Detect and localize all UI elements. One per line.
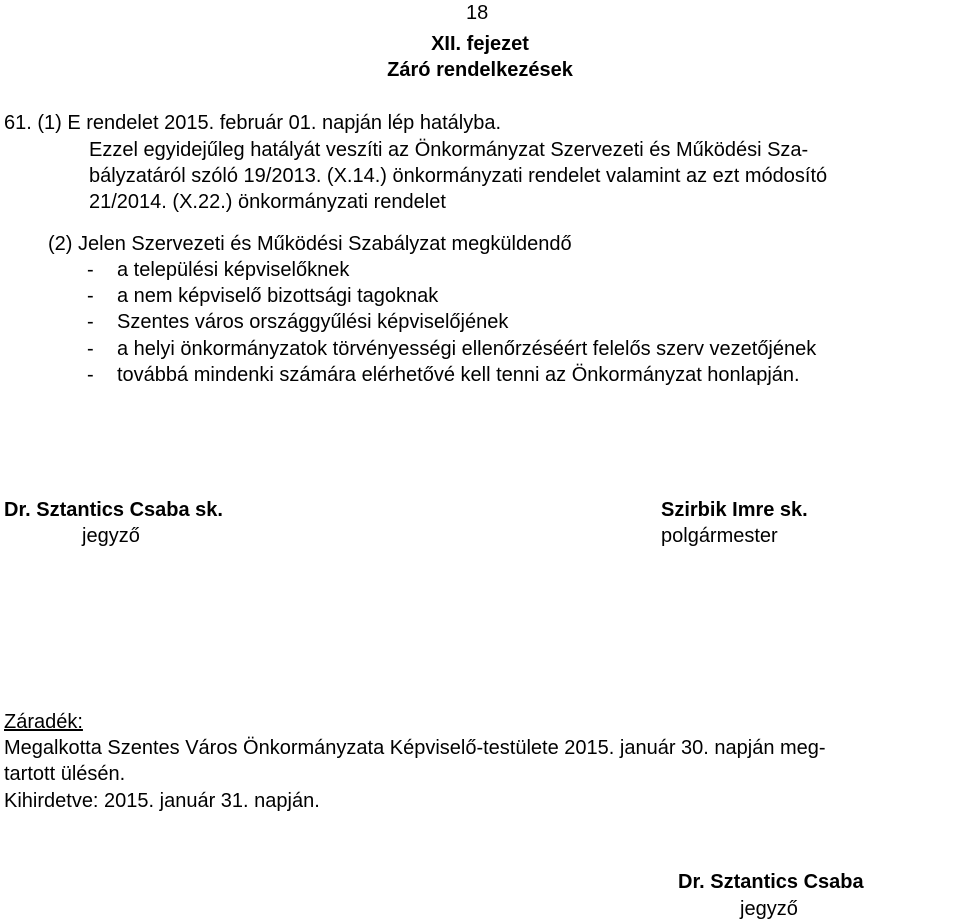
section-61-para-1-line-2: Ezzel egyidejűleg hatályát veszíti az Önkormányzat Szervezeti és Működési Sza- <box>89 139 809 161</box>
signature-left-role: jegyző <box>82 525 140 547</box>
list-dash: - <box>87 311 94 333</box>
list-dash: - <box>87 285 94 307</box>
section-61-para-1-first-line: 61. (1) E rendelet 2015. február 01. napján lép hatályba. <box>4 112 502 134</box>
list-item-text: a nem képviselő bizottsági tagoknak <box>117 285 439 307</box>
signature-right-name: Szirbik Imre sk. <box>661 499 808 521</box>
clause-line-2: tartott ülésén. <box>4 763 126 785</box>
chapter-number-title: XII. fejezet <box>431 33 529 55</box>
chapter-name: Záró rendelkezések <box>387 59 573 81</box>
final-signature-role: jegyző <box>740 898 798 920</box>
list-item-text: Szentes város országgyűlési képviselőjének <box>117 311 509 333</box>
clause-line-3: Kihirdetve: 2015. január 31. napján. <box>4 790 320 812</box>
signature-left-name: Dr. Sztantics Csaba sk. <box>4 499 223 521</box>
list-dash: - <box>87 364 94 386</box>
page-number: 18 <box>466 2 489 24</box>
clause-heading: Záradék: <box>4 711 83 733</box>
list-item-text: a helyi önkormányzatok törvényességi ellenőrzéséért felelős szerv vezetőjének <box>117 338 817 360</box>
final-signature-name: Dr. Sztantics Csaba <box>678 871 864 893</box>
signature-right-role: polgármester <box>661 525 778 547</box>
section-61-para-2-intro: (2) Jelen Szervezeti és Működési Szabályzat megküldendő <box>48 233 572 255</box>
section-61-para-1-line-3: bályzatáról szóló 19/2013. (X.14.) önkormányzati rendelet valamint az ezt módosító <box>89 165 828 187</box>
section-61-para-1-line-4: 21/2014. (X.22.) önkormányzati rendelet <box>89 191 446 213</box>
clause-line-1: Megalkotta Szentes Város Önkormányzata Képviselő-testülete 2015. január 30. napján meg- <box>4 737 826 759</box>
list-dash: - <box>87 338 94 360</box>
list-item-text: továbbá mindenki számára elérhetővé kell tenni az Önkormányzat honlapján. <box>117 364 800 386</box>
list-dash: - <box>87 259 94 281</box>
list-item-text: a települési képviselőknek <box>117 259 350 281</box>
